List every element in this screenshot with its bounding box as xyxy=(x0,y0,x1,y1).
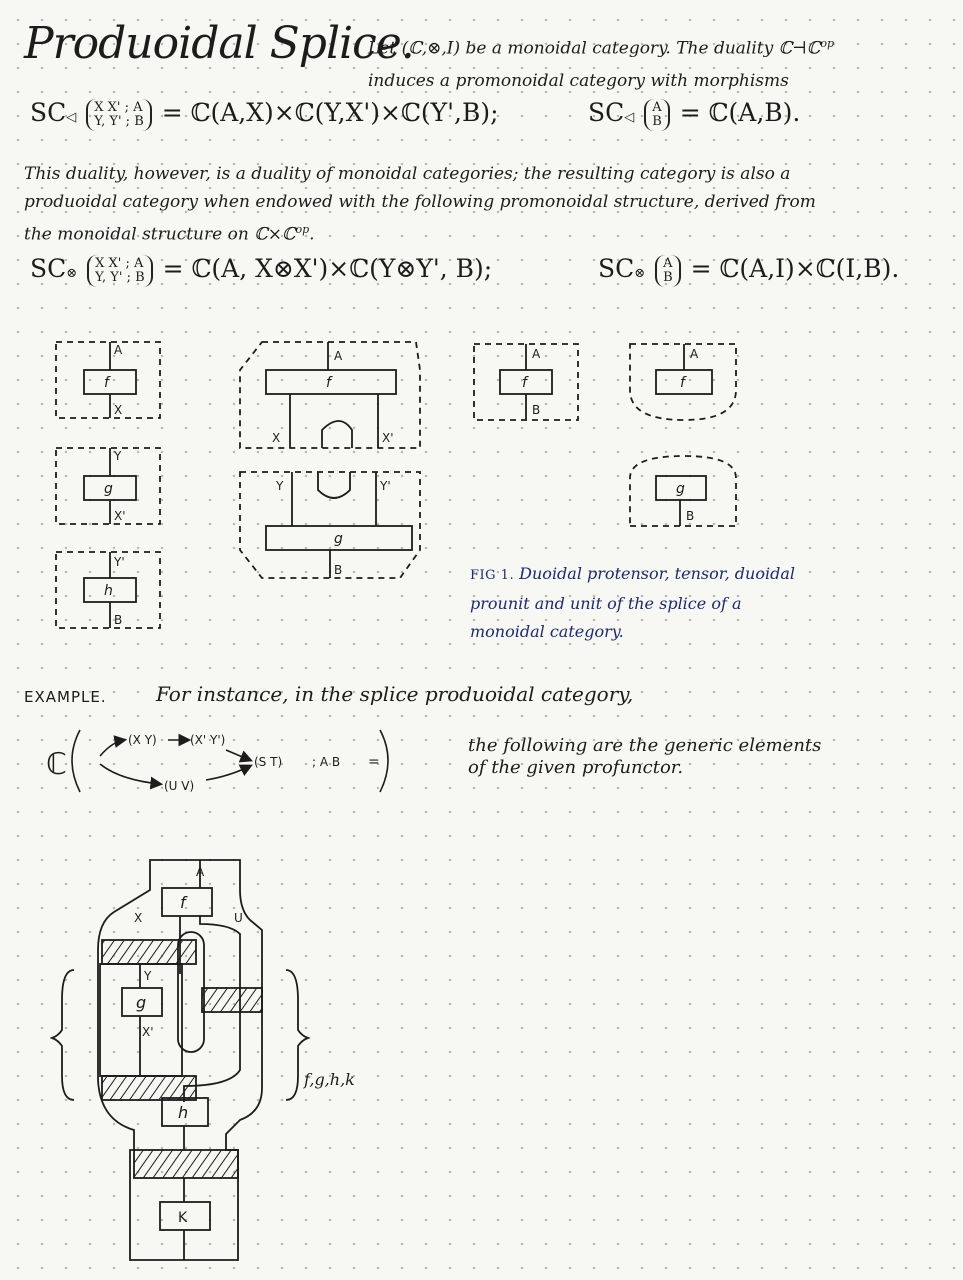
matrix-bottom: Y, Y' ; B xyxy=(95,269,145,285)
example-C: ℂ xyxy=(46,747,67,782)
example-text: For instance, in the splice produoidal category, xyxy=(156,682,634,706)
label-f: f xyxy=(104,375,109,391)
formula-prounit xyxy=(588,98,800,131)
label-Y2: Y' xyxy=(114,555,125,569)
example-right-text xyxy=(468,735,898,779)
body-paragraph xyxy=(24,160,924,249)
formula-matrix xyxy=(86,99,152,131)
label-g: g xyxy=(104,481,113,497)
label-A: A xyxy=(532,347,541,361)
formula-sub: ◁ xyxy=(66,110,77,125)
para-line-3: the monoidal structure on ℂ×ℂ xyxy=(24,224,296,245)
label-A: A xyxy=(196,865,205,879)
label-g: g xyxy=(136,993,147,1012)
label-Y: Y xyxy=(144,969,152,983)
example-uv: (U V) xyxy=(164,779,195,793)
formula-rhs: = ℂ(A,X)×ℂ(Y,X')×ℂ(Y',B); xyxy=(161,98,499,127)
label-f: f xyxy=(522,375,527,391)
figure-tag: FIG 1. xyxy=(470,568,515,583)
label-A: A xyxy=(690,347,699,361)
matrix-top: A xyxy=(652,99,662,115)
intro-text xyxy=(368,28,958,97)
label-Y: Y xyxy=(276,479,284,493)
right-line-1: the following are the generic elements xyxy=(468,735,822,756)
formula-matrix xyxy=(644,99,670,131)
example-ab: ; A B xyxy=(312,755,341,769)
intro-line-2: induces a promonoidal category with morphisms xyxy=(368,70,789,91)
caption-line-3: monoidal category. xyxy=(470,622,624,641)
intro-op: op xyxy=(820,37,834,50)
label-X2: X' xyxy=(382,431,394,445)
label-f: f xyxy=(180,893,186,912)
para-end: . xyxy=(309,224,315,245)
label-B: B xyxy=(532,403,541,417)
matrix-bottom: B xyxy=(652,113,662,129)
caption-line-2: prounit and unit of the splice of a xyxy=(470,594,742,613)
label-K: K xyxy=(178,1210,188,1226)
formula-rhs: = ℂ(A,I)×ℂ(I,B). xyxy=(690,254,900,283)
matrix-top: A xyxy=(663,255,673,271)
formula-protensor xyxy=(30,98,499,131)
label-B: B xyxy=(686,509,695,523)
label-f: f xyxy=(680,375,685,391)
label-X2: X' xyxy=(142,1025,154,1039)
label-h: h xyxy=(104,583,113,599)
figure-caption xyxy=(470,560,900,646)
para-line-1: This duality, however, is a duality of monoidal categories; the resulting category is also a xyxy=(24,164,791,184)
matrix-top: X X' ; A xyxy=(94,99,143,115)
label-Y: Y xyxy=(114,449,122,463)
label-A: A xyxy=(334,349,343,363)
formula-tensor xyxy=(30,254,492,287)
label-B: B xyxy=(334,563,343,577)
matrix-top: X X' ; A xyxy=(95,255,144,271)
caption-line-1: Duoidal protensor, tensor, duoidal xyxy=(519,564,795,583)
example-formula xyxy=(40,720,400,800)
para-op: op xyxy=(295,223,310,236)
right-line-2: of the given profunctor. xyxy=(468,757,684,778)
label-X: X xyxy=(272,431,281,445)
formula-sub: ⊗ xyxy=(66,266,78,281)
label-U: U xyxy=(234,911,243,925)
label-A: A xyxy=(114,343,123,357)
formula-sub: ◁ xyxy=(624,110,635,125)
example-eq: = xyxy=(368,754,380,770)
matrix-bottom: B xyxy=(663,269,673,285)
formula-lhs: SC xyxy=(30,98,67,127)
label-g: g xyxy=(334,531,343,547)
example-xy: (X Y) xyxy=(128,733,157,747)
formula-sub: ⊗ xyxy=(634,266,646,281)
label-X2: X' xyxy=(114,509,126,523)
label-g: g xyxy=(676,481,685,497)
formula-unit xyxy=(598,254,899,287)
label-h: h xyxy=(178,1103,189,1122)
intro-line-1: Let (ℂ,⊗,I) be a monoidal category. The duality ℂ⊣ℂ xyxy=(368,38,821,59)
subscript-fghk: f,g,h,k xyxy=(304,1070,355,1089)
label-X: X xyxy=(134,911,143,925)
formula-lhs: SC xyxy=(588,98,625,127)
example-st: (S T) xyxy=(254,755,283,769)
example-xy2: (X' Y') xyxy=(190,733,226,747)
label-X: X xyxy=(114,403,123,417)
label-B: B xyxy=(114,613,123,627)
formula-matrix xyxy=(655,255,681,287)
generic-element-diagram xyxy=(50,850,370,1270)
formula-rhs: = ℂ(A,B). xyxy=(679,98,801,127)
matrix-bottom: Y, Y' ; B xyxy=(94,113,144,129)
label-Y2: Y' xyxy=(380,479,391,493)
formula-rhs: = ℂ(A, X⊗X')×ℂ(Y⊗Y', B); xyxy=(162,254,493,283)
formula-matrix xyxy=(87,255,153,287)
page-title: Produoidal Splice. xyxy=(24,18,414,69)
formula-lhs: SC xyxy=(30,254,67,283)
example-label: EXAMPLE. xyxy=(24,688,107,706)
para-line-2: produoidal category when endowed with the following promonoidal structure, derived from xyxy=(24,192,816,212)
box-f xyxy=(162,888,212,916)
formula-lhs: SC xyxy=(598,254,635,283)
label-f: f xyxy=(326,375,331,391)
